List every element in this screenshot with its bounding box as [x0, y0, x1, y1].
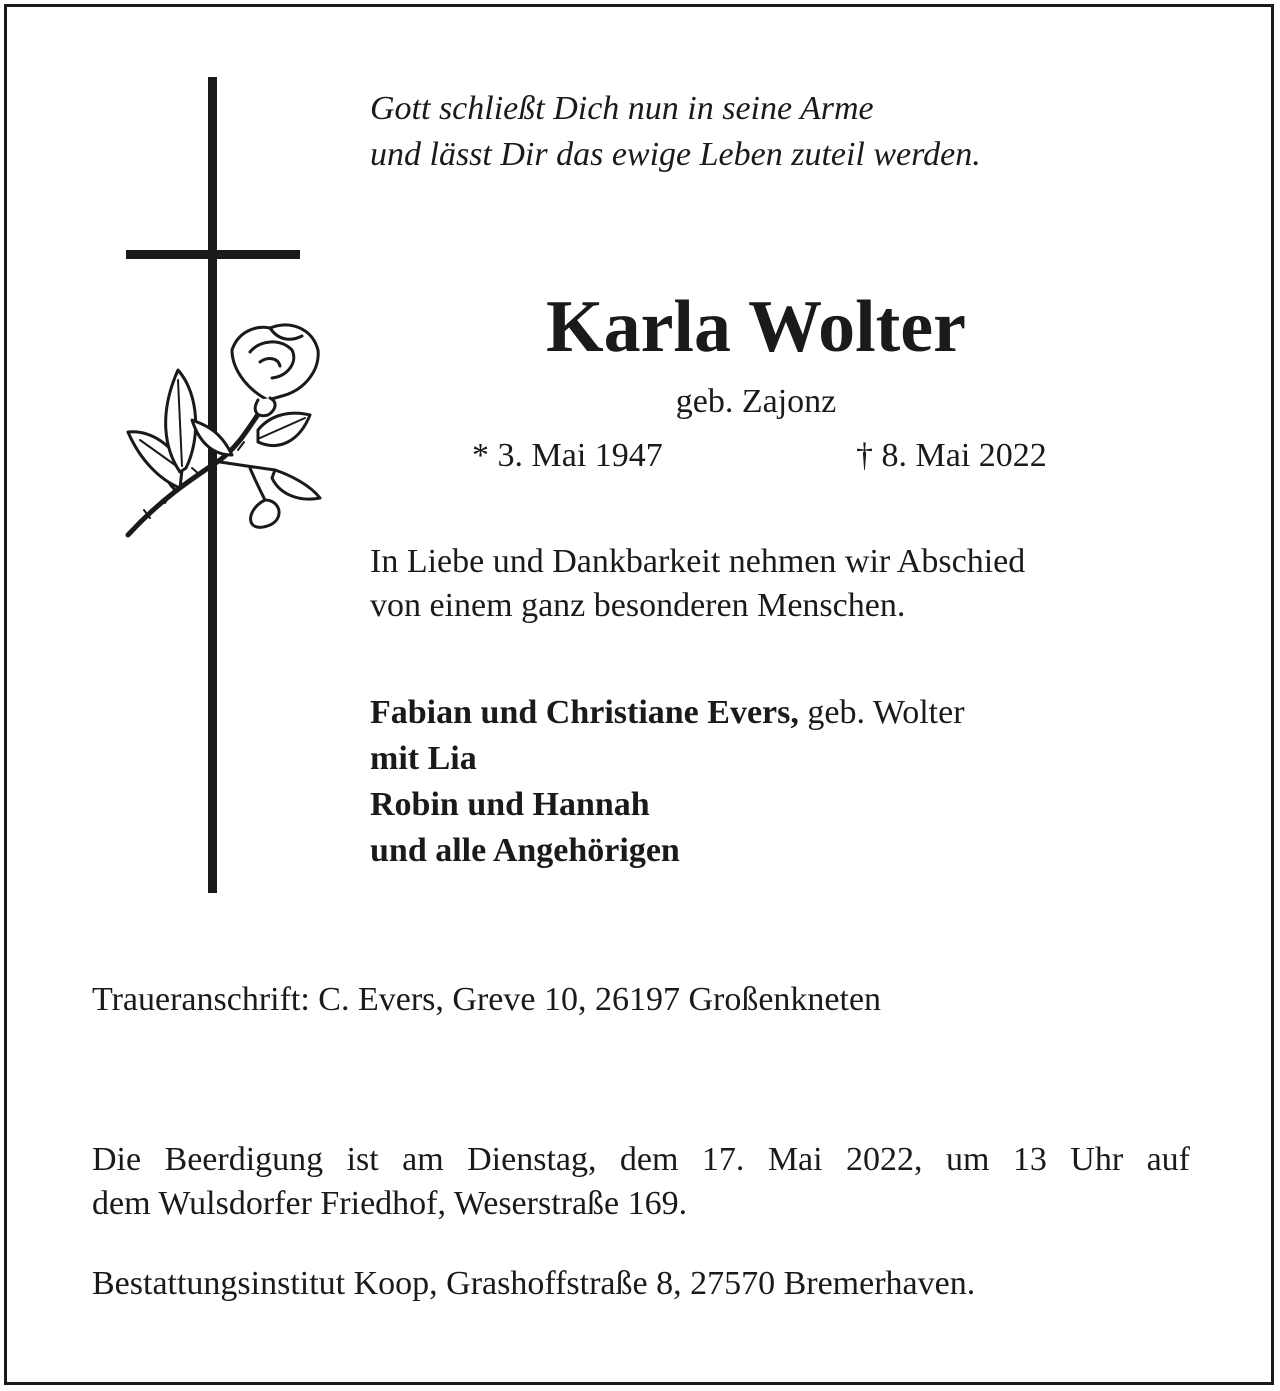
motto-line-2: und lässt Dir das ewige Leben zuteil werden.	[370, 136, 981, 173]
farewell-line-1: In Liebe und Dankbarkeit nehmen wir Abschied	[370, 543, 1026, 580]
family-line-1	[370, 690, 965, 736]
family-line-2: mit Lia	[370, 740, 477, 777]
funeral-line-1: Die Beerdigung ist am Dienstag, dem 17. Mai 2022, um 13 Uhr auf	[92, 1141, 1190, 1178]
family-line-4: und alle Angehörigen	[370, 832, 680, 869]
mourning-address: Traueranschrift: C. Evers, Greve 10, 26197 Großenkneten	[92, 981, 882, 1018]
cross-icon	[126, 77, 300, 893]
farewell-line-2: von einem ganz besonderen Menschen.	[370, 587, 906, 624]
maiden-name: geb. Zajonz	[675, 383, 837, 420]
rose-icon	[128, 325, 320, 535]
family-line-3: Robin und Hannah	[370, 786, 650, 823]
funeral-line-2: dem Wulsdorfer Friedhof, Weserstraße 169.	[92, 1185, 688, 1222]
cross-with-rose	[120, 70, 330, 900]
family-names: Fabian und Christiane Evers,	[370, 694, 799, 731]
family-maiden: geb. Wolter	[798, 694, 965, 731]
undertaker-info: Bestattungsinstitut Koop, Grashoffstraße 8, 27570 Bremerhaven.	[92, 1265, 976, 1302]
family-signatures	[370, 690, 965, 874]
motto	[370, 86, 981, 178]
death-date: † 8. Mai 2022	[856, 437, 1047, 474]
birth-date: * 3. Mai 1947	[472, 437, 663, 474]
farewell-text	[370, 540, 1025, 628]
motto-line-1: Gott schließt Dich nun in seine Arme	[370, 90, 874, 127]
funeral-info	[92, 1138, 1190, 1226]
deceased-name: Karla Wolter	[546, 286, 966, 368]
